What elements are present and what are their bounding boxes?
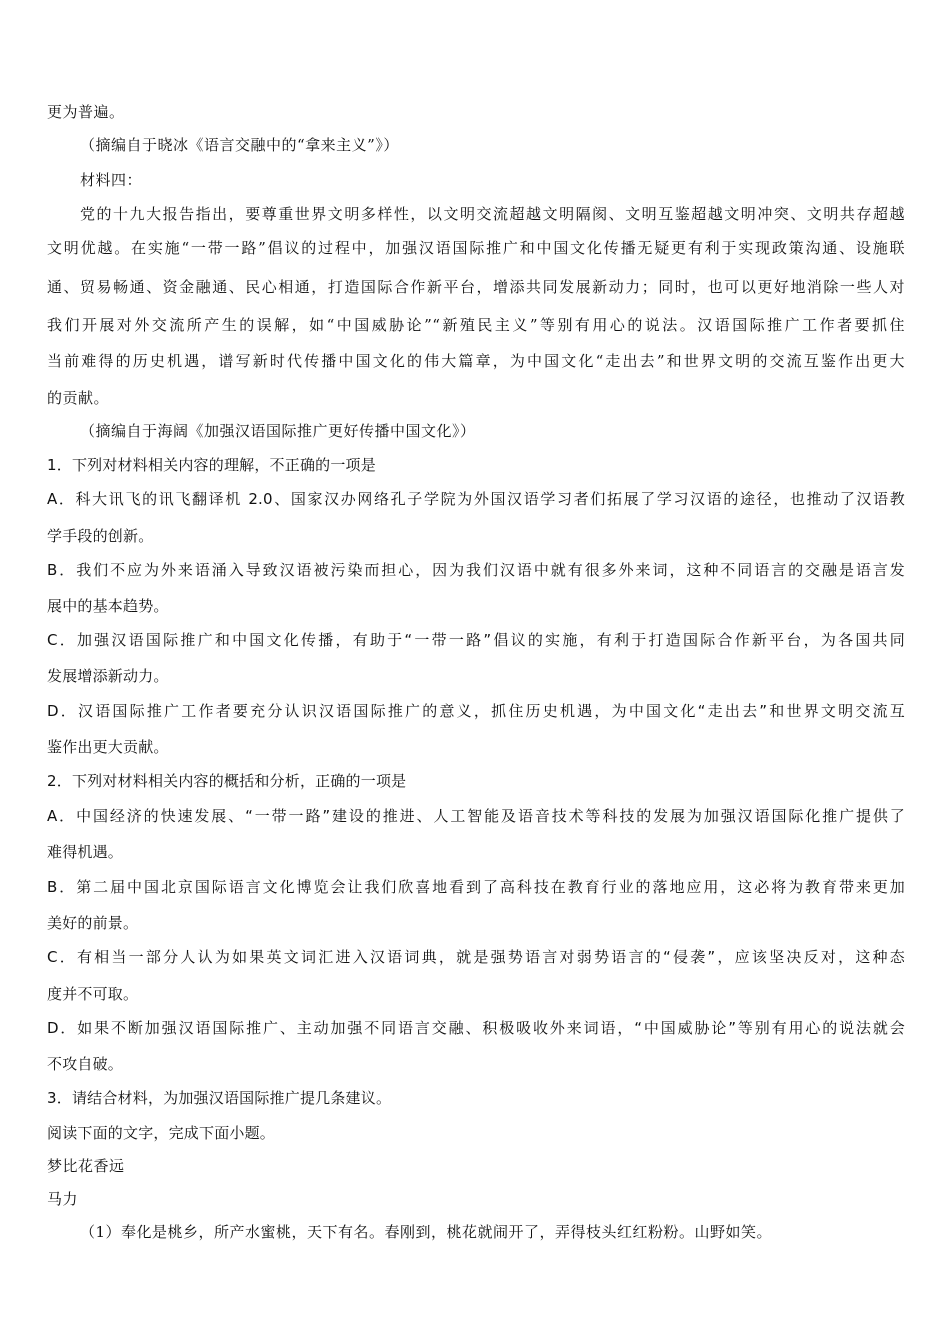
q1-option-d-cont: 鉴作出更大贡献。 [47,738,169,756]
question-2-stem: 2．下列对材料相关内容的概括和分析，正确的一项是 [47,772,407,790]
q2-option-a-cont: 难得机遇。 [47,843,124,861]
article-title: 梦比花香远 [47,1157,125,1175]
reading-instruction: 阅读下面的文字，完成下面小题。 [47,1124,276,1142]
material3-tail: 更为普遍。 [47,103,125,121]
q1-option-b-cont: 展中的基本趋势。 [47,597,169,615]
q2-option-b-cont: 美好的前景。 [47,914,139,932]
question-3-stem: 3．请结合材料，为加强汉语国际推广提几条建议。 [47,1089,392,1107]
q2-option-d-cont: 不攻自破。 [47,1055,124,1073]
material4-line: 当前难得的历史机遇，谱写新时代传播中国文化的伟大篇章，为中国文化“走出去”和世界文明的交流互鉴作出更大 [47,352,905,370]
q1-option-d: D．汉语国际推广工作者要充分认识汉语国际推广的意义，抓住历史机遇，为中国文化“走出去”和世界文明交流互 [47,702,905,720]
q1-option-c-cont: 发展增添新动力。 [47,667,169,685]
article-paragraph-1: （1）奉化是桃乡，所产水蜜桃，天下有名。春刚到，桃花就闹开了，弄得枝头红红粉粉。山野如笑。 [80,1223,773,1241]
question-1-stem: 1．下列对材料相关内容的理解，不正确的一项是 [47,456,376,474]
material4-line: 通、贸易畅通、资金融通、民心相通，打造国际合作新平台，增添共同发展新动力；同时，也可以更好地消除一些人对 [47,278,905,296]
material4-line: 我们开展对外交流所产生的误解，如“中国威胁论”“新殖民主义”等别有用心的说法。汉语国际推广工作者要抓住 [47,316,905,334]
material4-line: 文明优越。在实施“一带一路”倡议的过程中，加强汉语国际推广和中国文化传播无疑更有利于实现政策沟通、设施联 [47,239,905,257]
q2-option-a: A．中国经济的快速发展、“一带一路”建设的推进、人工智能及语音技术等科技的发展为加强汉语国际化推广提供了 [47,807,905,825]
q1-option-a: A．科大讯飞的讯飞翻译机 2.0、国家汉办网络孔子学院为外国汉语学习者们拓展了学习汉语的途径，也推动了汉语教 [47,490,905,508]
material4-heading: 材料四： [80,171,143,189]
q2-option-b: B．第二届中国北京国际语言文化博览会让我们欣喜地看到了高科技在教育行业的落地应用，这必将为教育带来更加 [47,878,905,896]
material4-line: 的贡献。 [47,389,110,407]
q2-option-c-cont: 度并不可取。 [47,985,139,1003]
material4-line: 党的十九大报告指出，要尊重世界文明多样性，以文明交流超越文明隔阂、文明互鉴超越文明冲突、文明共存超越 [80,205,905,223]
material3-source: （摘编自于晓冰《语言交融中的“拿来主义”》） [80,136,399,154]
q2-option-c: C．有相当一部分人认为如果英文词汇进入汉语词典，就是强势语言对弱势语言的“侵袭”，应该坚决反对，这种态 [47,948,905,966]
article-author: 马力 [47,1190,79,1208]
q1-option-a-cont: 学手段的创新。 [47,527,154,545]
material4-source: （摘编自于海阔《加强汉语国际推广更好传播中国文化》） [80,422,476,440]
q1-option-c: C．加强汉语国际推广和中国文化传播，有助于“一带一路”倡议的实施，有利于打造国际合作新平台，为各国共同 [47,631,905,649]
q2-option-d: D．如果不断加强汉语国际推广、主动加强不同语言交融、积极吸收外来词语，“中国威胁论”等别有用心的说法就会 [47,1019,905,1037]
q1-option-b: B．我们不应为外来语涌入导致汉语被污染而担心，因为我们汉语中就有很多外来词，这种不同语言的交融是语言发 [47,561,905,579]
